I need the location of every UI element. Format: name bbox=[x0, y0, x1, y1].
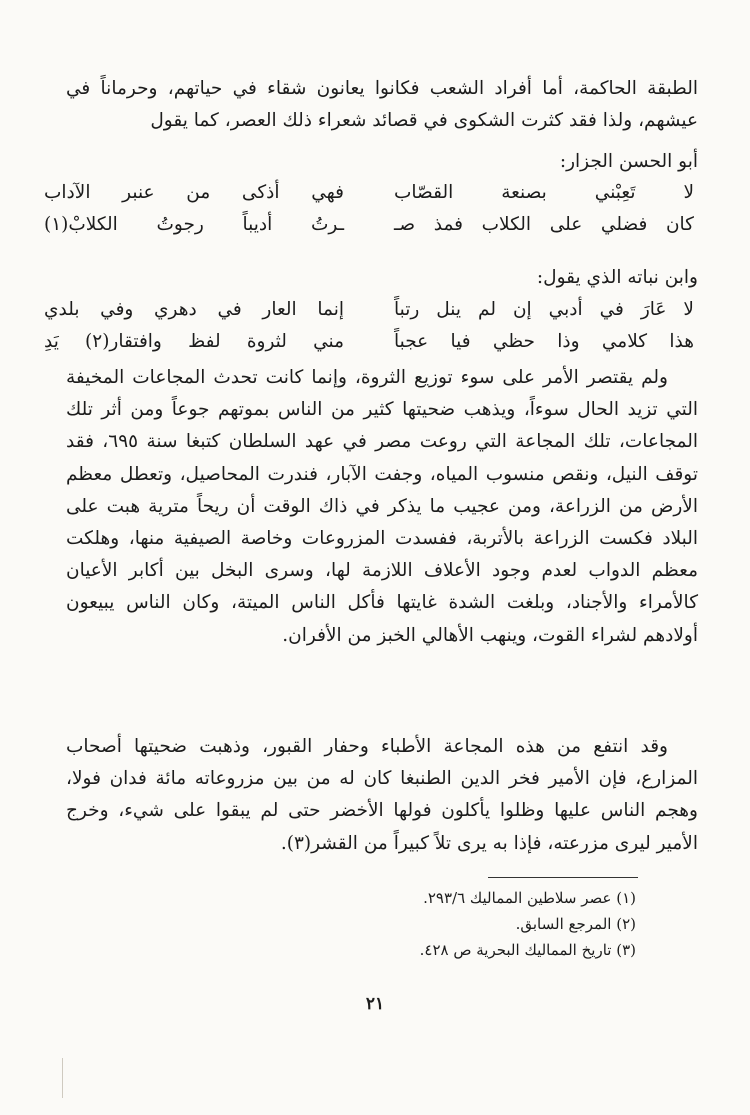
first-hemistich: لا تَعِبْني بصنعة القصّاب bbox=[394, 182, 694, 203]
second-hemistich: إنما العار في دهري وفي بلدي bbox=[44, 299, 344, 320]
paragraph-doctors: وقد انتفع من هذه المجاعة الأطباء وحفار القبور، وذهبت ضحيتها أصحاب المزارع، فإن الأمير فخر الدين الطنبغا كان له من بين مزروعاته مائة فدان فولا، وهجم الناس عليها وظلوا يأكلون فولها الأخضر حتى لم يبقوا على شيء، وخرج الأمير ليرى مزرعته، فإذا به يرى تلاً كبيراً من القشر(٣). bbox=[66, 736, 698, 854]
verse-line bbox=[44, 294, 694, 326]
poem-jazzar bbox=[44, 177, 694, 241]
first-hemistich: لا عَارَ في أدبي إن لم ينل رتباً bbox=[394, 299, 694, 320]
footnote-rule bbox=[488, 877, 638, 878]
second-hemistich: مني لثروة لفظ وافتقار(٢) يَدِ bbox=[44, 331, 344, 352]
paragraph-famine: ولم يقتصر الأمر على سوء توزيع الثروة، وإنما كانت تحدث المجاعات المخيفة التي تزيد الحال سوءاً، ويذهب ضحيتها كثير من الناس بموتهم جوعاً ومن أثر تلك المجاعات، تلك المجاعة التي روعت مصر في عهد السلطان كتبغا سنة ٦٩٥، فقد توقف النيل، ونقص منسوب المياه، وجفت الآبار، فندرت المحاصيل، وتعطل معظم الأرض من الزراعة، ومن عجيب ما يذكر في ذاك الوقت أن ريحاً مترية هبت على البلاد فكست الزراعة بالأتربة، ففسدت المزروعات وخاصة الصيفية منها، وهلكت معظم الدواب لعدم وجود الأعلاف اللازمة لها، وسرى البخل بين أكابر الأعيان كالأمراء والأجناد، وبلغت الشدة غايتها فأكل الناس الميتة، وكان الناس يبيعون أولادهم لشراء القوت، وينهب الأهالي الخبز من الأفران. bbox=[66, 367, 699, 646]
intro-nubata: وابن نباته الذي يقول: bbox=[536, 267, 698, 288]
second-hemistich: ـرتُ أديباً رجوتُ الكلابْ(١) bbox=[44, 214, 344, 235]
verse-line bbox=[44, 209, 694, 241]
page-edge-mark bbox=[62, 1058, 63, 1098]
page-number: ٢١ bbox=[365, 994, 385, 1014]
poem-nubata bbox=[44, 294, 694, 358]
first-hemistich: هذا كلامي وذا حظي فيا عجباً bbox=[394, 331, 694, 352]
second-hemistich: فهي أذكى من عنبر الآداب bbox=[44, 182, 344, 203]
paragraph-opening: الطبقة الحاكمة، أما أفراد الشعب فكانوا يعانون شقاء في حياتهم، وحرماناً في عيشهم، ولذا فقد كثرت الشكوى في قصائد شعراء ذلك العصر، كما يقول bbox=[66, 78, 698, 132]
intro-jazzar: أبو الحسن الجزار: bbox=[559, 151, 698, 172]
verse-line bbox=[44, 326, 694, 358]
footnote-2: (٢) المرجع السابق. bbox=[515, 915, 636, 933]
verse-line bbox=[44, 177, 694, 209]
footnote-3: (٣) تاريخ المماليك البحرية ص ٤٢٨. bbox=[419, 941, 636, 959]
first-hemistich: كان فضلي على الكلاب فمذ صـ bbox=[394, 214, 694, 235]
footnote-1: (١) عصر سلاطين المماليك ٢٩٣/٦. bbox=[423, 889, 636, 907]
